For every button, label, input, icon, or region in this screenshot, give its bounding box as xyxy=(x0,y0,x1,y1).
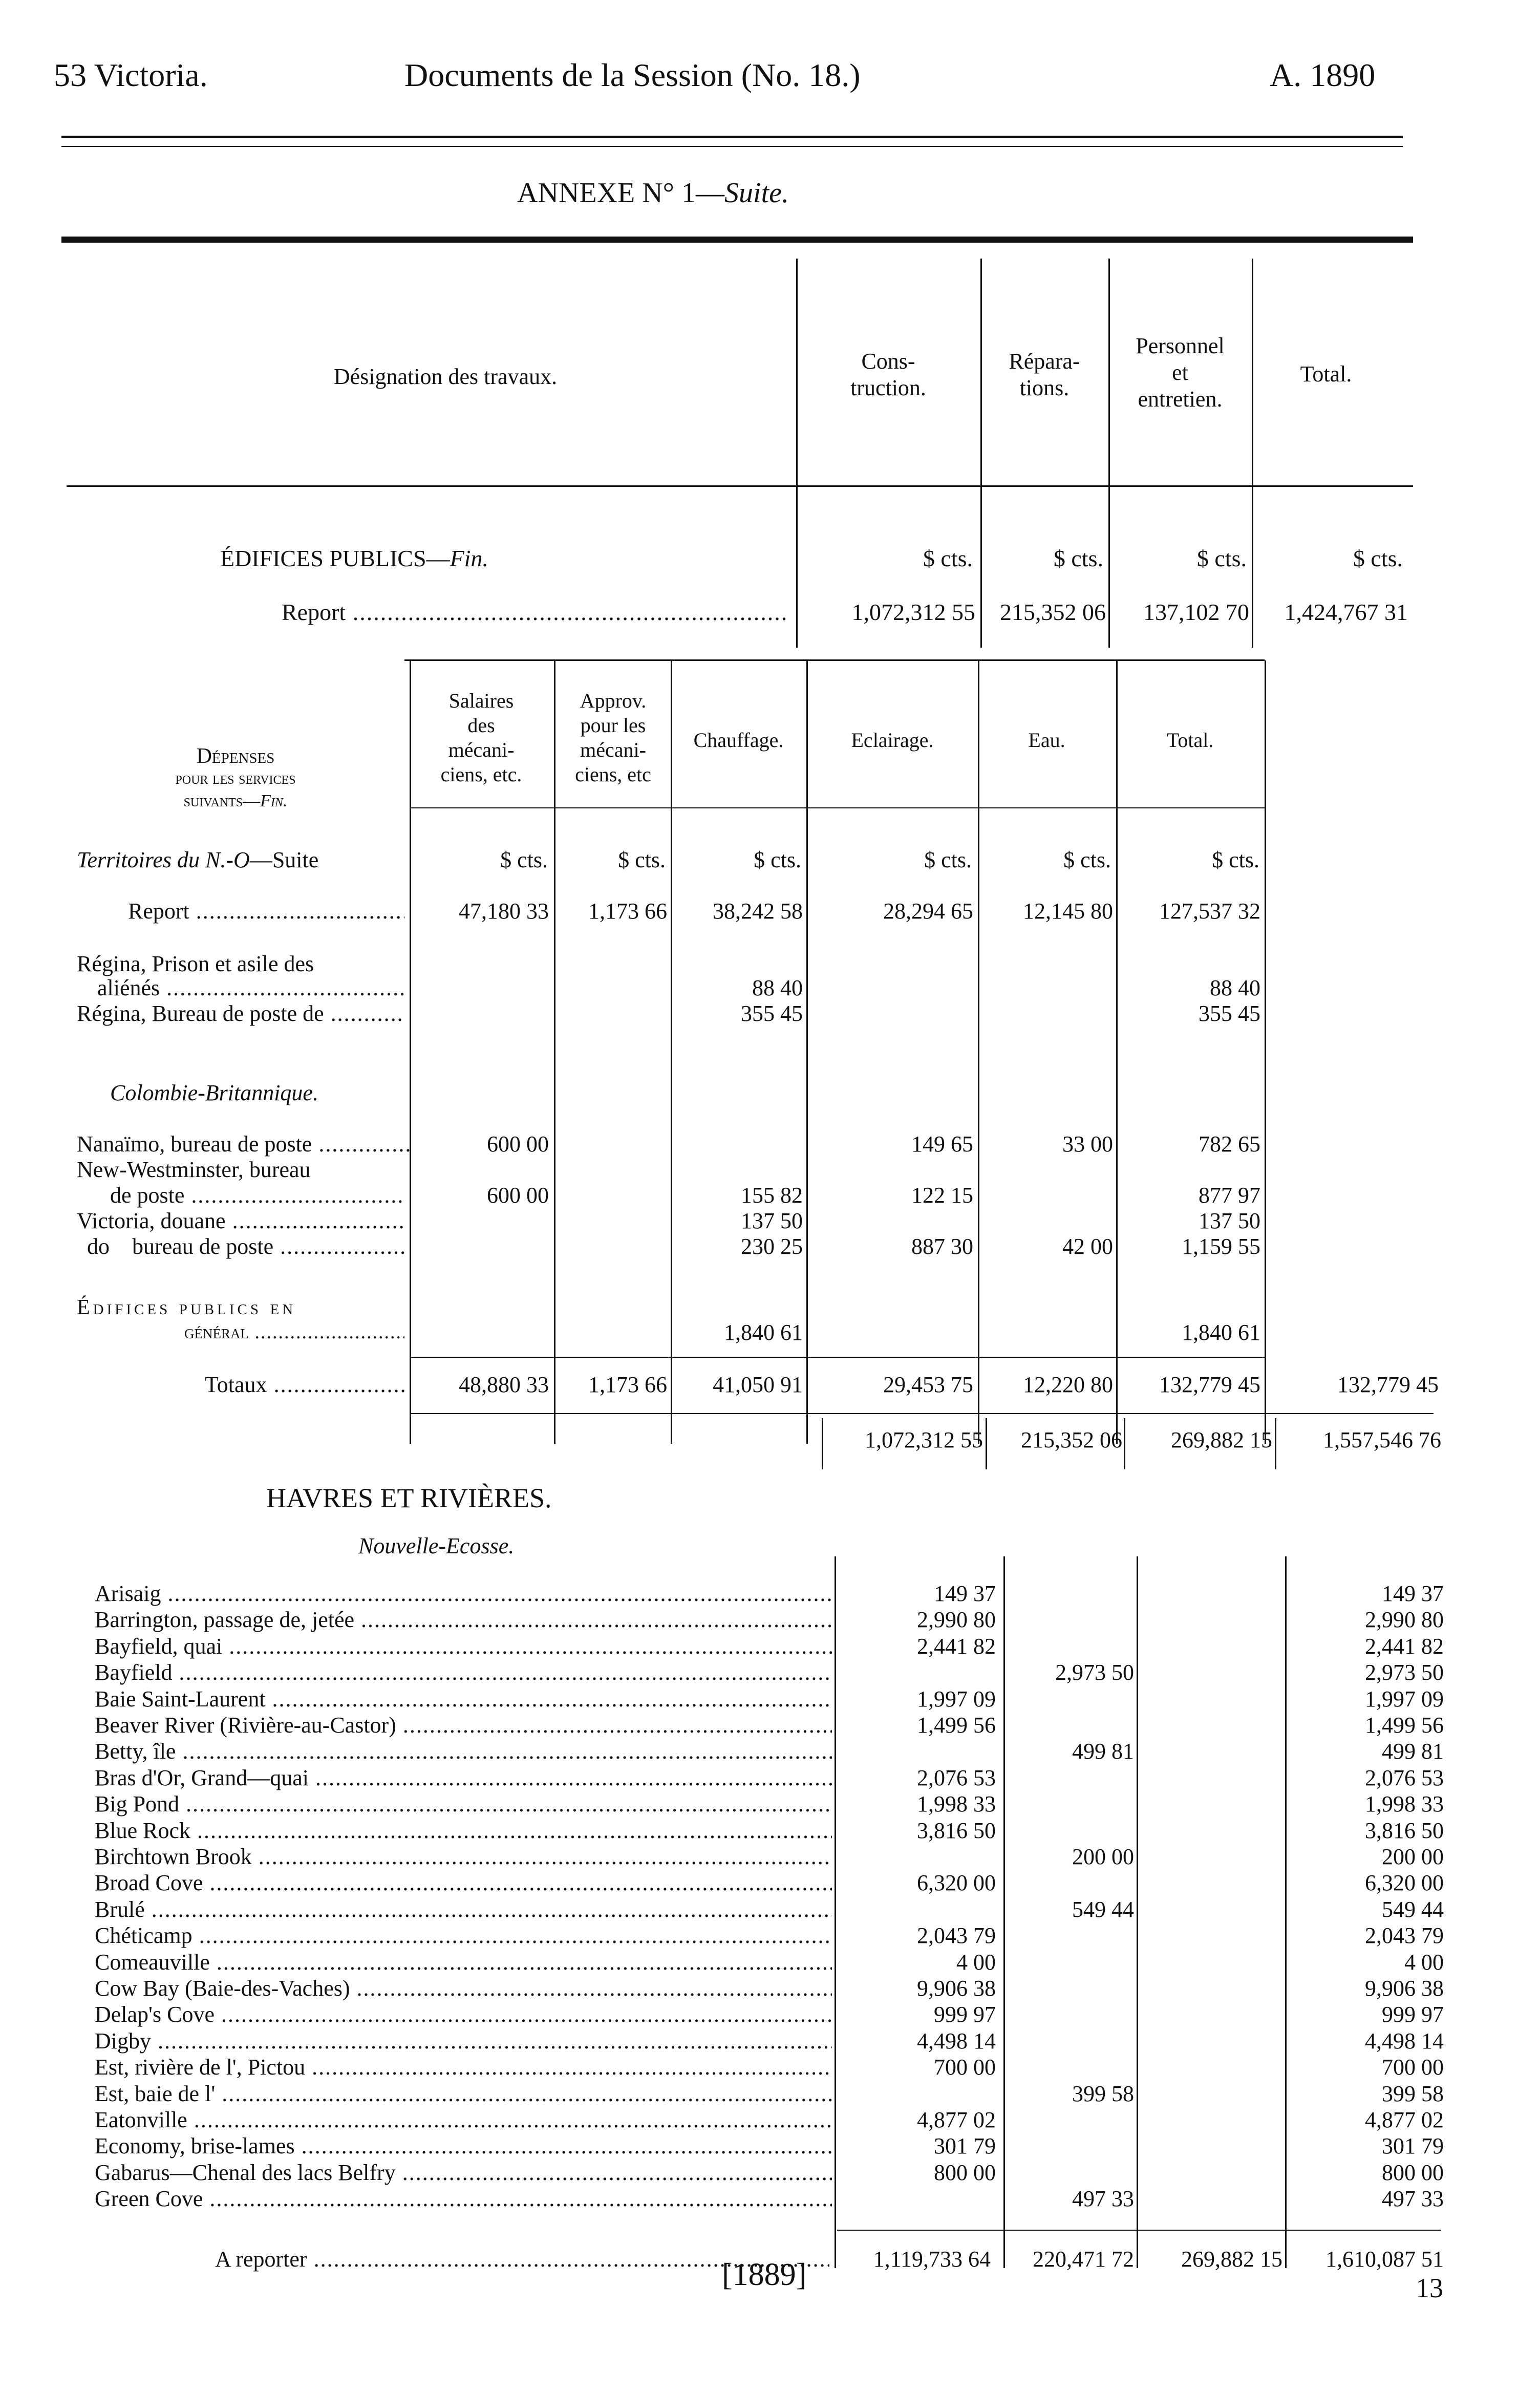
regina-poste-chauffage: 355 45 xyxy=(741,1001,803,1026)
havre-construction: 2,076 53 xyxy=(917,1765,996,1790)
summary-total: 1,557,546 76 xyxy=(1323,1427,1441,1452)
running-head-right: A. 1890 xyxy=(1270,57,1376,93)
header-total: Total. xyxy=(1300,361,1352,387)
units-construction: $ cts. xyxy=(923,545,973,571)
territoires-suite: —Suite xyxy=(249,847,319,872)
havre-label: Delap's Cove ..... xyxy=(95,2002,832,2027)
sum-divider xyxy=(822,1418,823,1469)
nw-chauffage: 155 82 xyxy=(741,1183,803,1208)
regina-prison-label2: aliénés ..... xyxy=(97,975,404,1001)
sub-report-label: Report ..... xyxy=(128,899,404,924)
sub-units-total: $ cts. xyxy=(1212,847,1259,872)
sum-divider xyxy=(1124,1418,1125,1469)
havre-total: 6,320 00 xyxy=(1365,1870,1444,1895)
nw-total: 877 97 xyxy=(1199,1183,1260,1208)
col-divider xyxy=(796,259,798,648)
annexe-suite: Suite. xyxy=(724,177,789,209)
report-personnel: 137,102 70 xyxy=(1143,599,1249,625)
havre-construction: 2,990 80 xyxy=(917,1607,996,1632)
annexe-title-text: ANNEXE N° 1— xyxy=(517,177,725,209)
totaux-bottom-rule xyxy=(410,1413,1434,1414)
totaux-total: 132,779 45 xyxy=(1159,1372,1260,1397)
sub-report-approv: 1,173 66 xyxy=(588,899,667,924)
regina-poste-total: 355 45 xyxy=(1199,1001,1260,1026)
havre-label: Est, rivière de l', Pictou ..... xyxy=(95,2055,832,2080)
havre-total: 3,816 50 xyxy=(1365,1818,1444,1843)
havre-reparations: 200 00 xyxy=(1072,1844,1134,1869)
section-title xyxy=(220,545,488,572)
havre-total: 2,076 53 xyxy=(1365,1765,1444,1790)
havre-construction: 2,043 79 xyxy=(917,1923,996,1948)
province-heading: Nouvelle-Ecosse. xyxy=(358,1533,515,1558)
totaux-top-rule xyxy=(410,1357,1265,1358)
havre-reparations: 399 58 xyxy=(1072,2081,1134,2106)
sub-report-salaires: 47,180 33 xyxy=(459,899,549,924)
havre-construction: 700 00 xyxy=(934,2055,996,2080)
totaux-approv: 1,173 66 xyxy=(588,1372,667,1397)
havre-total: 1,499 56 xyxy=(1365,1713,1444,1738)
running-head-center: Documents de la Session (No. 18.) xyxy=(404,57,861,93)
summary-reparations: 215,352 06 xyxy=(1021,1427,1122,1452)
footer-page-number: 13 xyxy=(1416,2273,1443,2303)
header-personnel: Personnel et entretien. xyxy=(1136,333,1225,412)
report-total: 1,424,767 31 xyxy=(1284,599,1408,625)
report-label: Report ..... xyxy=(282,599,788,626)
header-rule xyxy=(61,136,1403,138)
havre-label: Chéticamp ..... xyxy=(95,1923,832,1949)
depenses-fin: Fin. xyxy=(260,792,288,810)
havre-construction: 4,498 14 xyxy=(917,2028,996,2054)
running-head-left: 53 Victoria. xyxy=(54,57,208,93)
sub-units-approv: $ cts. xyxy=(618,847,666,872)
havre-total: 4,877 02 xyxy=(1365,2107,1444,2132)
havre-label: Bras d'Or, Grand—quai ..... xyxy=(95,1765,832,1791)
havre-total: 499 81 xyxy=(1382,1739,1444,1764)
havre-total: 301 79 xyxy=(1382,2133,1444,2158)
totaux-grand: 132,779 45 xyxy=(1337,1372,1439,1397)
totaux-chauffage: 41,050 91 xyxy=(713,1372,803,1397)
nw-eclairage: 122 15 xyxy=(911,1183,973,1208)
havre-total: 149 37 xyxy=(1382,1581,1444,1606)
havre-reparations: 549 44 xyxy=(1072,1897,1134,1922)
havre-total: 2,973 50 xyxy=(1365,1660,1444,1685)
sub-units-chauffage: $ cts. xyxy=(754,847,801,872)
havre-label: Beaver River (Rivière-au-Castor) ..... xyxy=(95,1713,832,1738)
havre-label: Betty, île ..... xyxy=(95,1739,832,1764)
havre-label: Birchtown Brook ..... xyxy=(95,1844,832,1870)
havre-label: Arisaig ..... xyxy=(95,1581,832,1607)
sub-divider xyxy=(1265,660,1266,1444)
summary-construction: 1,072,312 55 xyxy=(865,1427,983,1452)
sub-report-total: 127,537 32 xyxy=(1159,899,1260,924)
havre-total: 4,498 14 xyxy=(1365,2028,1444,2054)
nw-label: New-Westminster, bureau xyxy=(77,1157,311,1182)
nw-label2: de poste ..... xyxy=(110,1183,404,1208)
col-divider xyxy=(1108,259,1110,648)
sum-divider xyxy=(986,1418,987,1469)
havre-construction: 149 37 xyxy=(934,1581,996,1606)
havres-divider xyxy=(835,1556,836,2268)
sub-header-eclairage: Eclairage. xyxy=(851,729,934,752)
havres-title: HAVRES ET RIVIÈRES. xyxy=(266,1483,552,1513)
section-fin: Fin. xyxy=(450,545,488,571)
top-head-rule xyxy=(67,485,1413,487)
footer-year: [1889] xyxy=(722,2257,807,2292)
havre-label: Eatonville ..... xyxy=(95,2107,832,2133)
havres-divider xyxy=(1285,1556,1287,2268)
totaux-salaires: 48,880 33 xyxy=(459,1372,549,1397)
reporter-total: 1,610,087 51 xyxy=(1325,2247,1444,2272)
havre-total: 1,998 33 xyxy=(1365,1791,1444,1816)
havre-construction: 9,906 38 xyxy=(917,1976,996,2001)
havre-construction: 999 97 xyxy=(934,2002,996,2027)
summary-personnel: 269,882 15 xyxy=(1171,1427,1272,1452)
depenses-line3 xyxy=(67,790,404,813)
depenses-line1: Dépenses xyxy=(196,744,275,768)
havres-divider xyxy=(1003,1556,1005,2268)
header-rule-thin xyxy=(61,146,1403,147)
edifices-general-label2: général ..... xyxy=(184,1321,404,1343)
regina-prison-total: 88 40 xyxy=(1210,975,1260,1000)
havre-label: Digby ..... xyxy=(95,2028,832,2054)
havre-total: 999 97 xyxy=(1382,2002,1444,2027)
totaux-eclairage: 29,453 75 xyxy=(883,1372,973,1397)
regina-poste-label: Régina, Bureau de poste de ..... xyxy=(77,1001,404,1027)
havre-construction: 1,998 33 xyxy=(917,1791,996,1816)
annexe-rule xyxy=(61,237,1413,243)
havre-total: 200 00 xyxy=(1382,1844,1444,1869)
units-reparations: $ cts. xyxy=(1053,545,1103,571)
depenses-heading xyxy=(67,745,404,813)
units-personnel: $ cts. xyxy=(1196,545,1247,571)
sub-header-salaires: Salaires des mécani- ciens, etc. xyxy=(440,689,522,786)
havre-label: Comeauville ..... xyxy=(95,1950,832,1975)
havre-total: 549 44 xyxy=(1382,1897,1444,1922)
havre-label: Gabarus—Chenal des lacs Belfry ..... xyxy=(95,2160,832,2186)
havre-reparations: 499 81 xyxy=(1072,1739,1134,1764)
nanaimo-eau: 33 00 xyxy=(1062,1131,1113,1157)
reporter-reparations: 220,471 72 xyxy=(1033,2247,1134,2272)
totaux-eau: 12,220 80 xyxy=(1023,1372,1113,1397)
havre-label: Blue Rock ..... xyxy=(95,1818,832,1844)
annexe-title xyxy=(517,177,789,209)
sub-header-chauffage: Chauffage. xyxy=(693,729,784,752)
havre-total: 9,906 38 xyxy=(1365,1976,1444,2001)
report-reparations: 215,352 06 xyxy=(1000,599,1106,625)
havre-label: Bayfield ..... xyxy=(95,1660,832,1685)
section-title-text: ÉDIFICES PUBLICS— xyxy=(220,545,450,571)
sub-header-eau: Eau. xyxy=(1028,729,1065,752)
sub-head-rule xyxy=(410,807,1265,808)
territoires-label xyxy=(77,847,318,873)
havre-label: Baie Saint-Laurent ..... xyxy=(95,1686,832,1712)
reporter-construction: 1,119,733 64 xyxy=(873,2247,991,2272)
havre-construction: 1,499 56 xyxy=(917,1713,996,1738)
victoria-poste-label: do bureau de poste ..... xyxy=(87,1234,404,1259)
totaux-label: Totaux ..... xyxy=(205,1372,404,1398)
victoria-douane-label: Victoria, douane ..... xyxy=(77,1208,404,1234)
havre-label: Brulé ..... xyxy=(95,1897,832,1922)
depenses-line2: pour les services xyxy=(175,769,296,788)
havre-total: 700 00 xyxy=(1382,2055,1444,2080)
reporter-rule xyxy=(837,2230,1441,2231)
havres-divider xyxy=(1137,1556,1138,2268)
col-divider xyxy=(980,259,982,648)
sub-units-eau: $ cts. xyxy=(1063,847,1111,872)
col-divider xyxy=(1252,259,1253,648)
havre-total: 2,043 79 xyxy=(1365,1923,1444,1948)
sub-header-total: Total. xyxy=(1166,729,1214,752)
havre-construction: 301 79 xyxy=(934,2133,996,2158)
nw-salaires: 600 00 xyxy=(487,1183,549,1208)
edifices-total: 1,840 61 xyxy=(1182,1320,1260,1345)
sub-report-eau: 12,145 80 xyxy=(1023,899,1113,924)
havre-construction: 6,320 00 xyxy=(917,1870,996,1895)
havre-label: Bayfield, quai ..... xyxy=(95,1634,832,1659)
havre-construction: 1,997 09 xyxy=(917,1686,996,1712)
victoria-douane-chauffage: 137 50 xyxy=(741,1208,803,1233)
sub-units-eclairage: $ cts. xyxy=(924,847,972,872)
report-construction: 1,072,312 55 xyxy=(851,599,975,625)
havre-total: 4 00 xyxy=(1404,1950,1444,1975)
victoria-poste-total: 1,159 55 xyxy=(1182,1234,1260,1259)
havre-construction: 800 00 xyxy=(934,2160,996,2185)
victoria-poste-eau: 42 00 xyxy=(1062,1234,1113,1259)
regina-prison-chauffage: 88 40 xyxy=(752,975,803,1000)
sub-top-rule xyxy=(404,659,1265,661)
edifices-general-label: Édifices publics en xyxy=(77,1296,296,1319)
regina-prison-label: Régina, Prison et asile des xyxy=(77,951,314,976)
sub-divider xyxy=(978,660,979,1444)
havre-label: Big Pond ..... xyxy=(95,1791,832,1817)
sub-report-eclairage: 28,294 65 xyxy=(883,899,973,924)
havre-total: 1,997 09 xyxy=(1365,1686,1444,1712)
nanaimo-label: Nanaïmo, bureau de poste ..... xyxy=(77,1131,410,1157)
header-reparations: Répara- tions. xyxy=(1009,349,1080,400)
units-total: $ cts. xyxy=(1353,545,1403,571)
nanaimo-salaires: 600 00 xyxy=(487,1131,549,1157)
havre-construction: 2,441 82 xyxy=(917,1634,996,1659)
reporter-personnel: 269,882 15 xyxy=(1181,2247,1282,2272)
havre-reparations: 2,973 50 xyxy=(1055,1660,1134,1685)
havre-total: 399 58 xyxy=(1382,2081,1444,2106)
havre-label: Green Cove ..... xyxy=(95,2186,832,2212)
havre-construction: 4,877 02 xyxy=(917,2107,996,2132)
havre-label: Barrington, passage de, jetée ..... xyxy=(95,1607,832,1633)
sub-header-approv: Approv. pour les mécani- ciens, etc xyxy=(575,689,651,786)
havre-construction: 4 00 xyxy=(956,1950,996,1975)
nanaimo-eclairage: 149 65 xyxy=(911,1131,973,1157)
header-construction: Cons- truction. xyxy=(850,349,926,400)
havre-construction: 3,816 50 xyxy=(917,1818,996,1843)
havre-total: 2,441 82 xyxy=(1365,1634,1444,1659)
reporter-label: A reporter ..... xyxy=(215,2247,829,2272)
havre-label: Cow Bay (Baie-des-Vaches) ..... xyxy=(95,1976,832,2001)
sub-report-chauffage: 38,242 58 xyxy=(713,899,803,924)
havre-total: 2,990 80 xyxy=(1365,1607,1444,1632)
havre-label: Economy, brise-lames ..... xyxy=(95,2133,832,2159)
victoria-poste-eclairage: 887 30 xyxy=(911,1234,973,1259)
havre-label: Broad Cove ..... xyxy=(95,1870,832,1896)
territoires-text: Territoires du N.-O xyxy=(77,847,250,872)
victoria-poste-chauffage: 230 25 xyxy=(741,1234,803,1259)
sum-divider xyxy=(1275,1418,1276,1469)
sub-divider xyxy=(806,660,808,1444)
nanaimo-total: 782 65 xyxy=(1199,1131,1260,1157)
header-designation: Désignation des travaux. xyxy=(333,364,558,389)
havre-reparations: 497 33 xyxy=(1072,2186,1134,2211)
victoria-douane-total: 137 50 xyxy=(1199,1208,1260,1233)
sub-units-salaires: $ cts. xyxy=(500,847,548,872)
depenses-line3-text: suivants— xyxy=(183,792,261,810)
havre-label: Est, baie de l' ..... xyxy=(95,2081,832,2107)
edifices-chauffage: 1,840 61 xyxy=(724,1320,803,1345)
colombie-heading: Colombie-Britannique. xyxy=(110,1080,318,1105)
havre-total: 800 00 xyxy=(1382,2160,1444,2185)
havre-total: 497 33 xyxy=(1382,2186,1444,2211)
